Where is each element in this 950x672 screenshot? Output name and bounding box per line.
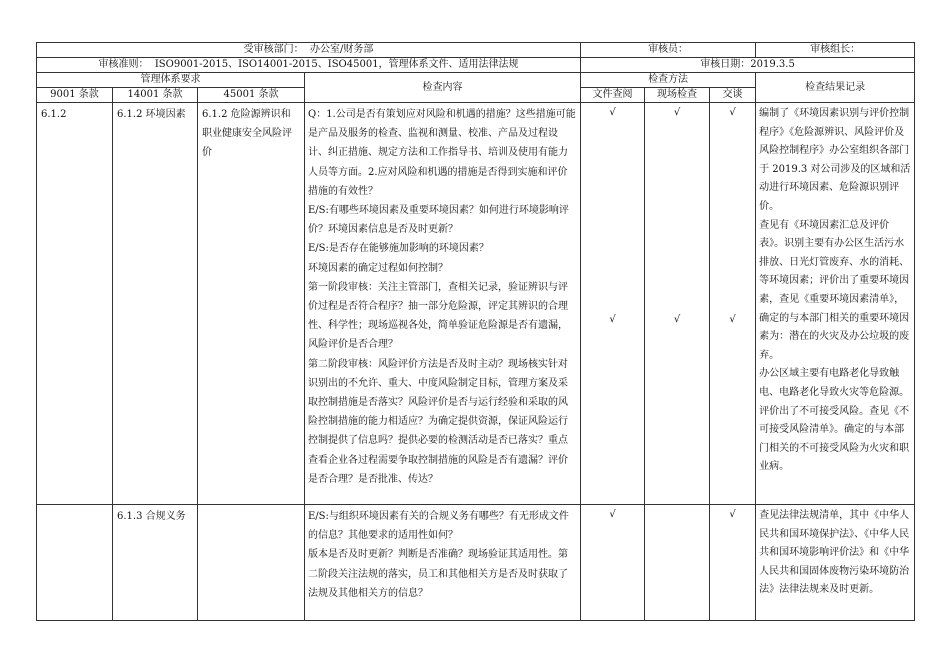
doc-review-cell xyxy=(581,505,645,621)
result-paragraph: 查见有《环境因素汇总及评价表》。识别主要有办公区生活污水排放、日光灯管废弃、水的消耗、等环境因素；评价出了重要环境因素，查见《重要环境因素清单》，确定的与本部门相关的重要环境因素为：潜在的火灾及办公垃圾的废弃。 xyxy=(759,219,910,361)
col-9001-header: 9001 条款 xyxy=(37,88,113,103)
site-check-cell xyxy=(645,103,710,505)
content-paragraph: 版本是否及时更新？判断是否准确？现场验证其适用性。第二阶段关注法规的落实，员工和其他相关方是否及时获取了法规及其他相关方的信息？ xyxy=(308,549,568,599)
header-row-groups xyxy=(37,73,915,88)
clause-45001-cell xyxy=(198,505,305,621)
result-cell xyxy=(756,103,915,505)
clause-9001: 6.1.2 xyxy=(41,109,67,120)
clause-14001-cell xyxy=(113,103,198,505)
content-paragraph: E/S:与组织环境因素有关的合规义务有哪些？有无形成文件的信息？其他要求的适用性如何？ xyxy=(308,511,569,542)
clause-45001 xyxy=(198,505,304,507)
department-label: 受审核部门： xyxy=(243,44,304,55)
clause-14001-cell xyxy=(113,505,198,621)
check-mark: √ xyxy=(729,314,736,325)
check-result xyxy=(756,505,914,600)
mgmt-req-header: 管理体系要求 xyxy=(37,73,305,88)
header-row-criteria xyxy=(37,58,915,73)
interview-header: 交谈 xyxy=(710,88,756,103)
check-mark: √ xyxy=(673,107,681,118)
check-mark: √ xyxy=(729,509,736,520)
date-cell xyxy=(581,58,915,73)
clause-9001-cell xyxy=(37,505,113,621)
clause-14001: 6.1.2 环境因素 xyxy=(117,109,186,120)
clause-9001 xyxy=(37,505,112,507)
content-paragraph: Q：1.公司是否有策划应对风险和机遇的措施？这些措施可能是产品及服务的检查、监视和测量、校准、产品及过程设计、纠正措施、规定方法和工作指导书、培训及使用有能力人员等方面。2.应对风险和机遇的措施是否得到实施和评价措施的有效性？ xyxy=(308,109,576,197)
site-check-header: 现场检查 xyxy=(645,88,710,103)
site-check-cell xyxy=(645,505,710,621)
check-content-cell xyxy=(305,505,581,621)
content-paragraph: E/S:有哪些环境因素及重要环境因素？如何进行环境影响评价？环境因素信息是否及时更新？ xyxy=(308,205,569,236)
clause-9001-cell xyxy=(37,103,113,505)
interview-cell xyxy=(710,103,756,505)
table-row xyxy=(37,103,915,505)
clause-14001: 6.1.3 合规义务 xyxy=(117,511,186,522)
auditor-cell xyxy=(581,43,756,58)
interview-cell xyxy=(710,505,756,621)
check-mark: √ xyxy=(729,107,736,118)
clause-45001: 6.1.2 危险源辨识和职业健康安全风险评价 xyxy=(202,109,292,158)
content-paragraph: 第二阶段审核：风险评价方法是否及时主动？现场核实针对识别出的不允许、重大、中度风险制定目标，管理方案及采取控制措施是否落实？风险评价是否与运行经验和采取的风险控制措施的能力相适应？为确定提供资源，保证风险运行控制提供了信息吗？提供必要的检测活动是否已落实？重点查看企业各过程需要争取控制措施的风险是否有遗漏？评价是否合理？是否批准、传达？ xyxy=(308,358,568,485)
check-mark: √ xyxy=(673,314,681,325)
check-content xyxy=(305,103,580,489)
content-header: 检查内容 xyxy=(305,73,581,103)
criteria-label: 审核准则： xyxy=(98,59,149,70)
check-mark: √ xyxy=(609,107,616,118)
result-paragraph: 办公区域主要有电路老化导致触电、电路老化导致火灾等危险源。评价出了不可接受风险。查见《不可接受风险清单》。确定的与本部门相关的不可接受风险为火灾和职业病。 xyxy=(759,368,910,473)
audit-checklist-table xyxy=(36,42,915,621)
leader-label: 审核组长： xyxy=(810,44,861,55)
date-label: 审核日期： xyxy=(700,59,751,70)
department-cell xyxy=(37,43,581,58)
auditor-label: 审核员： xyxy=(648,44,689,55)
date-value: 2019.3.5 xyxy=(750,59,795,70)
check-mark: √ xyxy=(609,509,616,520)
clause-45001-cell xyxy=(198,103,305,505)
result-header: 检查结果记录 xyxy=(756,73,915,103)
criteria-cell xyxy=(37,58,581,73)
criteria-value: ISO9001-2015、ISO14001-2015、ISO45001，管理体系文件、适用法律法规 xyxy=(154,59,519,70)
department-value: 办公室/财务部 xyxy=(310,44,374,55)
doc-review-cell xyxy=(581,103,645,505)
result-cell xyxy=(756,505,915,621)
content-paragraph: 第一阶段审核：关注主管部门，查相关记录，验证辨识与评价过程是否符合程序？抽一部分危险源，评定其辨识的合理性、科学性；现场巡视各处，简单验证危险源是否有遗漏，风险评价是否合理？ xyxy=(308,281,568,351)
check-content xyxy=(305,505,580,603)
result-paragraph: 编制了《环境因素识别与评价控制程序》《危险源辨识、风险评价及风险控制程序》办公室组织各部门于 2019.3 对公司涉及的区域和活动进行环境因素、危险源识别评价。 xyxy=(759,108,911,212)
col-45001-header: 45001 条款 xyxy=(198,88,305,103)
doc-review-header: 文件查阅 xyxy=(581,88,645,103)
result-paragraph: 查见法律法规清单，其中《中华人民共和国环境保护法》、《中华人民共和国环境影响评价法》和《中华人民共和国固体废物污染环境防治法》法律法规来及时更新。 xyxy=(759,510,910,596)
content-paragraph: E/S:是否存在能够施加影响的环境因素？ xyxy=(308,243,489,255)
check-mark: √ xyxy=(609,314,616,325)
header-row-department xyxy=(37,43,915,58)
check-result xyxy=(756,103,914,477)
leader-cell xyxy=(756,43,915,58)
table-row xyxy=(37,505,915,621)
content-paragraph: 环境因素的确定过程如何控制？ xyxy=(308,262,448,274)
col-14001-header: 14001 条款 xyxy=(113,88,198,103)
method-header: 检查方法 xyxy=(581,73,756,88)
check-content-cell xyxy=(305,103,581,505)
